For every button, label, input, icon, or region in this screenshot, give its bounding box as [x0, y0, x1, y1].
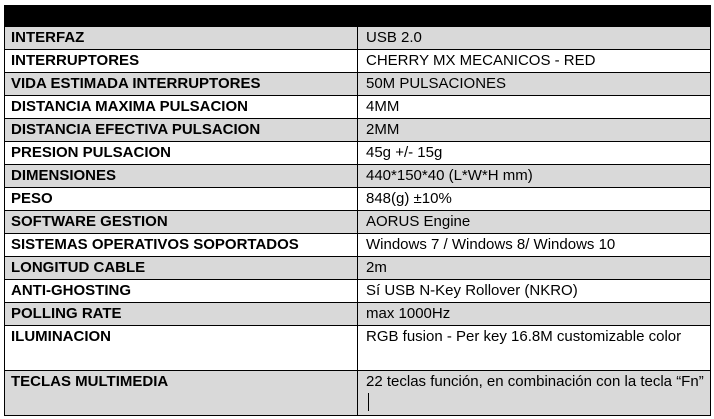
- table-header-row: [5, 6, 711, 27]
- spec-label: POLLING RATE: [5, 303, 358, 326]
- spec-label: INTERFAZ: [5, 27, 358, 50]
- spec-label: VIDA ESTIMADA INTERRUPTORES: [5, 73, 358, 96]
- spec-label: ANTI-GHOSTING: [5, 280, 358, 303]
- spec-value: 45g +/- 15g: [358, 142, 711, 165]
- spec-label: SOFTWARE GESTION: [5, 211, 358, 234]
- text-cursor: [368, 393, 369, 411]
- spec-value: 440*150*40 (L*W*H mm): [358, 165, 711, 188]
- spec-value: AORUS Engine: [358, 211, 711, 234]
- spec-value: 848(g) ±10%: [358, 188, 711, 211]
- spec-value: 4MM: [358, 96, 711, 119]
- table-row: [5, 371, 711, 416]
- spec-value: max 1000Hz: [358, 303, 711, 326]
- table-row: [5, 257, 711, 280]
- spec-value-editing[interactable]: [358, 371, 711, 416]
- table-row: [5, 73, 711, 96]
- spec-label: SISTEMAS OPERATIVOS SOPORTADOS: [5, 234, 358, 257]
- spec-label: PESO: [5, 188, 358, 211]
- table-row: [5, 119, 711, 142]
- table-row: [5, 234, 711, 257]
- header-cell-right: [358, 6, 711, 27]
- spec-label: ILUMINACION: [5, 326, 358, 371]
- spec-table: [4, 5, 711, 416]
- spec-value-text: 22 teclas función, en combinación con la tecla “Fn”: [366, 373, 704, 390]
- spec-label: INTERRUPTORES: [5, 50, 358, 73]
- spec-value: 50M PULSACIONES: [358, 73, 711, 96]
- header-cell-left: [5, 6, 358, 27]
- spec-value: 2m: [358, 257, 711, 280]
- table-row: [5, 165, 711, 188]
- table-row: [5, 50, 711, 73]
- spec-label: TECLAS MULTIMEDIA: [5, 371, 358, 416]
- table-row: [5, 96, 711, 119]
- table-row: [5, 188, 711, 211]
- spec-value: 2MM: [358, 119, 711, 142]
- spec-value: USB 2.0: [358, 27, 711, 50]
- spec-label: PRESION PULSACION: [5, 142, 358, 165]
- table-row: [5, 27, 711, 50]
- spec-value: Sí USB N-Key Rollover (NKRO): [358, 280, 711, 303]
- table-row: [5, 280, 711, 303]
- spec-label: DISTANCIA MAXIMA PULSACION: [5, 96, 358, 119]
- table-row: [5, 211, 711, 234]
- spec-value: CHERRY MX MECANICOS - RED: [358, 50, 711, 73]
- table-row: [5, 303, 711, 326]
- spec-value: Windows 7 / Windows 8/ Windows 10: [358, 234, 711, 257]
- spec-label: LONGITUD CABLE: [5, 257, 358, 280]
- table-row: [5, 142, 711, 165]
- spec-label: DIMENSIONES: [5, 165, 358, 188]
- table-row: [5, 326, 711, 371]
- spec-value: RGB fusion - Per key 16.8M customizable color: [358, 326, 711, 371]
- spec-label: DISTANCIA EFECTIVA PULSACION: [5, 119, 358, 142]
